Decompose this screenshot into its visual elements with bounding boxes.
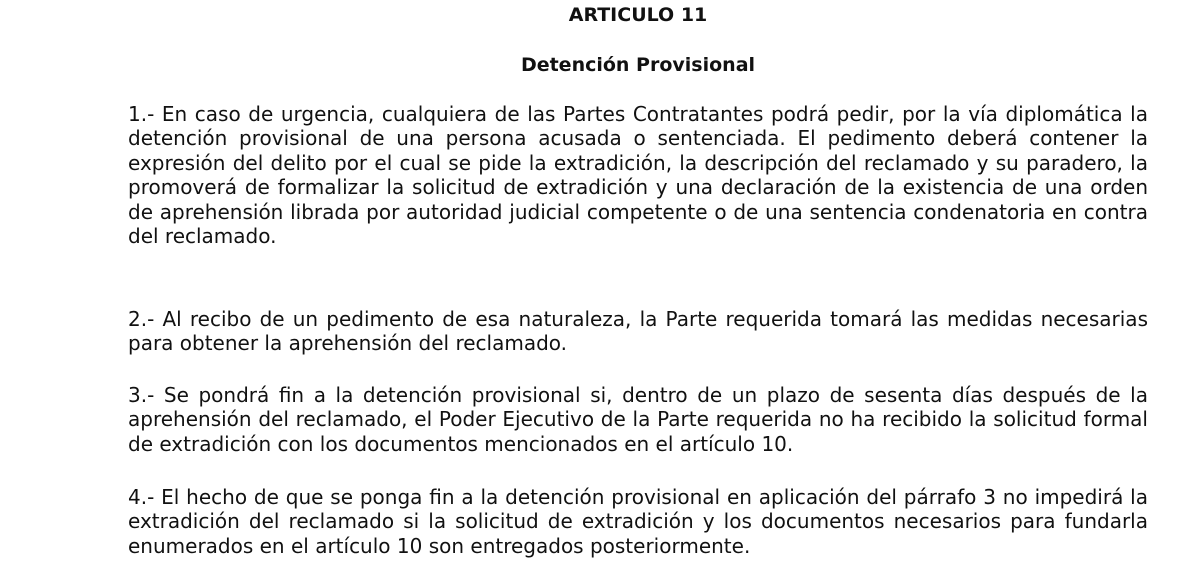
paragraph-4: 4.- El hecho de que se ponga fin a la detención provisional en aplicación del párrafo 3 no impedirá la extradición del reclamado si la solicitud de extradición y los documentos necesarios para fundarla enumerados en el artículo 10 son entregados posteriormente. (128, 485, 1148, 558)
paragraph-2: 2.- Al recibo de un pedimento de esa naturaleza, la Parte requerida tomará las medidas necesarias para obtener la aprehensión del reclamado. (128, 307, 1148, 356)
paragraph-3: 3.- Se pondrá fin a la detención provisional si, dentro de un plazo de sesenta días después de la aprehensión del reclamado, el Poder Ejecutivo de la Parte requerida no ha recibido la solicitud formal de extradición con los documentos mencionados en el artículo 10. (128, 383, 1148, 456)
article-title: ARTICULO 11 (568, 4, 708, 26)
paragraph-1: 1.- En caso de urgencia, cualquiera de las Partes Contratantes podrá pedir, por la vía diplomática la detención provisional de una persona acusada o sentenciada. El pedimento deberá contener la expresión del delito por el cual se pide la extradición, la descripción del reclamado y su paradero, la promoverá de formalizar la solicitud de extradición y una declaración de la existencia de una orden de aprehensión librada por autoridad judicial competente o de una sentencia condenatoria en contra del reclamado. (128, 102, 1148, 249)
section-title: Detención Provisional (520, 54, 756, 76)
